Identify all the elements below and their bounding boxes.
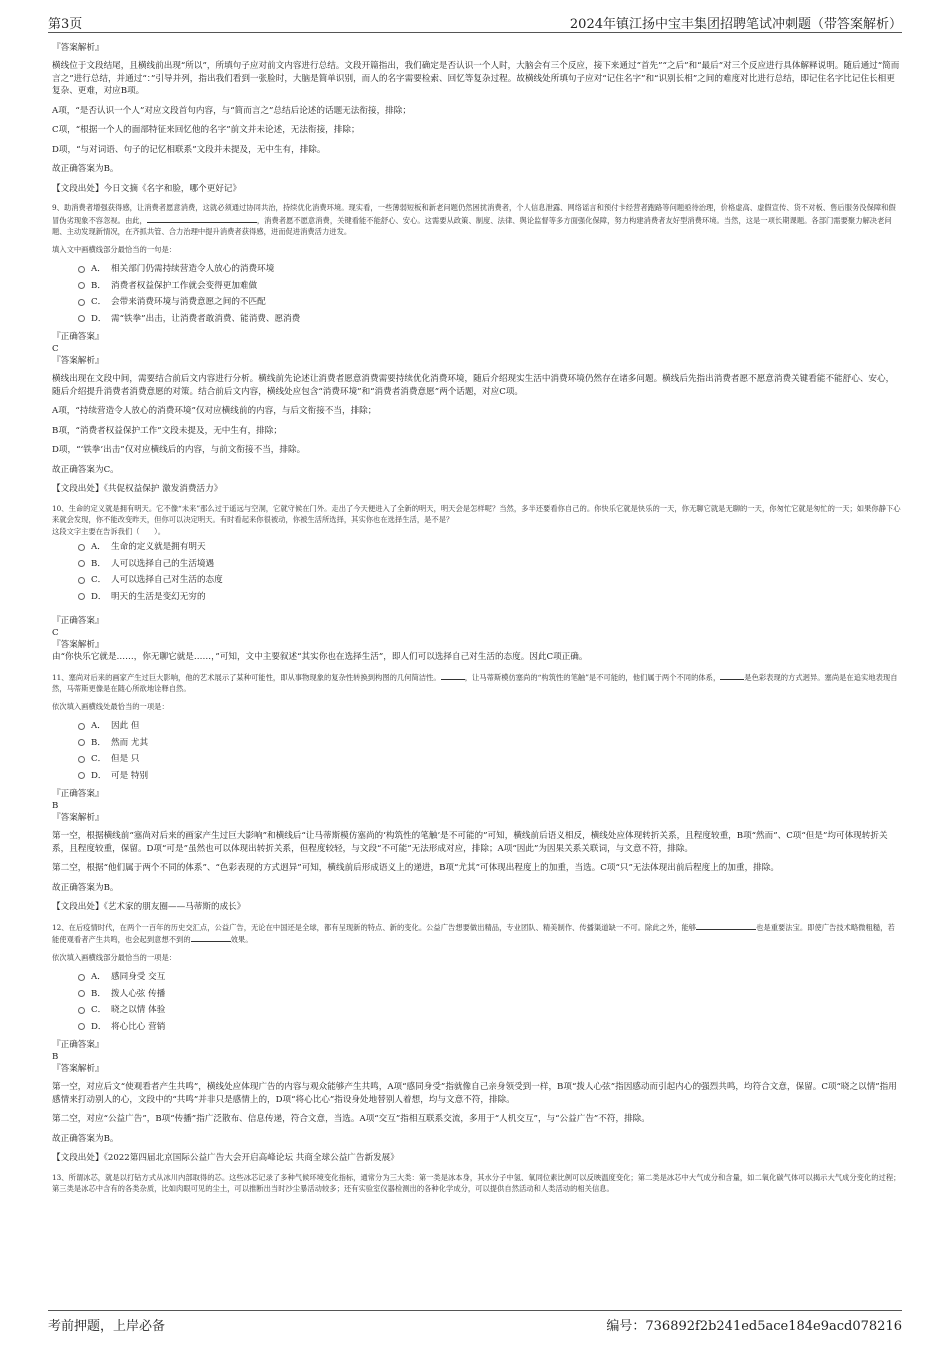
analysis-option-d: D项，“‘铁拳’出击”仅对应横线后的内容，与前文衔接不当，排除。 bbox=[52, 445, 306, 455]
analysis-conclusion: 故正确答案为B。 bbox=[52, 882, 119, 893]
document-title: 2024年镇江扬中宝丰集团招聘笔试冲刺题（带答案解析） bbox=[569, 17, 902, 32]
analysis-text: 第二空，根据“他们属于两个不同的体系”、“色彩表现的方式迥异”可知，横线前后形成语义上的递进，B项“尤其”可体现出程度上的加重，当选。C项“只”无法体现出前后程度上的加重，排除。 bbox=[52, 863, 779, 873]
analysis-conclusion: 故正确答案为B。 bbox=[52, 164, 119, 174]
question-stem: 9、助消费者增强获得感，让消费者愿意消费，这就必须通过协同共治，持续优化消费环境。现实看，一些薄弱短板和新老问题仍然困扰消费者，个人信息泄露、网络谣言和预付卡经营者跑路等问题亟待治理，价格虚高、虚假宣传、货不对板、售后服务没保障和假冒伪劣现象不容忽视。由此， ，消费者愿不愿意消费，关键看能不能舒心、安心。这需要从政策、制度、法律、舆论监督等多方面强化保障，努力构建消费者友好型消费环境。当然，这是一项长期课题。各部门需要聚力解决老问题、主动发现新情况，在齐抓共管、合力治理中提升消费者获得感，进而促进消费活力迸发。 bbox=[52, 203, 896, 236]
radio-icon[interactable] bbox=[78, 723, 85, 730]
analysis-label: 『答案解析』 bbox=[52, 1064, 104, 1074]
radio-icon[interactable] bbox=[78, 560, 85, 567]
radio-icon[interactable] bbox=[78, 739, 85, 746]
analysis-text: 第二空，对应“公益广告”，B项“传播”指广泛散布、信息传递，符合文意，当选。A项“交互”指相互联系交流，多用于“人机交互”，与“公益广告”不符，排除。 bbox=[52, 1114, 650, 1124]
analysis-conclusion: 故正确答案为B。 bbox=[52, 1133, 119, 1144]
source-line: 【文段出处】今日文摘《名字和脸，哪个更好记》 bbox=[52, 183, 242, 194]
analysis-option-c: C项，“根据一个人的面部特征来回忆他的名字”前文并未论述，无法衔接，排除； bbox=[52, 125, 360, 135]
question-prompt: 填入文中画横线部分最恰当的一句是： bbox=[52, 244, 177, 254]
radio-icon[interactable] bbox=[78, 299, 85, 306]
analysis-option-a: A项，“持续营造令人放心的消费环境”仅对应横线前的内容，与后文衔接不当，排除； bbox=[52, 406, 377, 416]
analysis-label: 『答案解析』 bbox=[52, 43, 104, 53]
question-stem: 13、所谓冰芯，就是以打钻方式从冰川内部取得的芯。这些冰芯记录了多种气候环境变化指标，通常分为三大类：第一类是冰本身，其水分子中氢、氧同位素比例可以反映温度变化；第二类是冰芯中大气成分和含量，如二氧化碳气体可以揭示大气成分变化的过程；第三类是冰芯中含有的各类杂质，比如肉眼可见的尘土，可以推断出当时沙尘暴活动较多；还有实验室仪器检测出的各种化学成分，可以提供自然活动和人类活动的相关信息。 bbox=[52, 1172, 901, 1193]
analysis-text: 横线出现在文段中间，需要结合前后文内容进行分析。横线前先论述让消费者愿意消费需要持续优化消费环境，随后介绍现实生活中消费环境仍然存在诸多问题。横线后先指出消费者愿不愿意消费关键看能不能舒心、安心，随后介绍提升消费者消费意愿的对策。结合前后文内容，横线处应包含“消费环境”和“消费者消费意愿”两个话题，对应C项。 bbox=[52, 374, 895, 397]
radio-icon[interactable] bbox=[78, 544, 85, 551]
question-prompt: 依次填入画横线处最恰当的一项是： bbox=[52, 701, 169, 711]
answer-label: 『正确答案』 bbox=[52, 1040, 104, 1050]
analysis-label: 『答案解析』 bbox=[52, 356, 104, 366]
option-a[interactable]: A． 因此 但 bbox=[78, 718, 902, 735]
analysis-option-a: A项，“是否认识一个人”对应文段首句内容，与“简而言之”总结后论述的话题无法衔接，排除； bbox=[52, 105, 411, 116]
analysis-conclusion: 故正确答案为C。 bbox=[52, 464, 119, 475]
option-d[interactable]: D． 明天的生活是变幻无穷的 bbox=[78, 589, 902, 606]
document-body bbox=[52, 42, 902, 1201]
option-a[interactable]: A． 生命的定义就是拥有明天 bbox=[78, 539, 902, 556]
radio-icon[interactable] bbox=[78, 990, 85, 997]
option-b[interactable]: B． 拨人心弦 传播 bbox=[78, 986, 902, 1003]
analysis-text: 由“你快乐它就是……，你无聊它就是……，”可知，文中主要叙述“其实你也在选择生活”，即人们可以选择自己对生活的态度。因此C项正确。 bbox=[52, 652, 588, 662]
analysis-option-b: B项，“消费者权益保护工作”文段未提及，无中生有，排除； bbox=[52, 425, 282, 436]
footer-slogan: 考前押题，上岸必备 bbox=[48, 1319, 166, 1334]
analysis-label: 『答案解析』 bbox=[52, 640, 104, 650]
analysis-option-d: D项，“与对词语、句子的记忆相联系”文段并未提及，无中生有，排除。 bbox=[52, 144, 326, 155]
radio-icon[interactable] bbox=[78, 756, 85, 763]
radio-icon[interactable] bbox=[78, 315, 85, 322]
question-prompt: 依次填入画横线部分最恰当的一项是： bbox=[52, 952, 177, 962]
question-stem: 12、在后疫情时代，在两个一百年的历史交汇点，公益广告，无论在中国还是全球，都有呈现新的特点、新的变化。公益广告想要做出精品，专业团队、精美制作、传播渠道缺一不可。除此之外，能够 也是重要法宝。即使广告技术略微粗糙，若能使观看者产生共鸣，也会起到意想不到的 效果。 bbox=[52, 922, 895, 944]
answer-label: 『正确答案』 bbox=[52, 789, 104, 799]
option-d[interactable]: D． 需“铁拳”出击，让消费者敢消费、能消费、愿消费 bbox=[78, 311, 902, 328]
radio-icon[interactable] bbox=[78, 1023, 85, 1030]
option-c[interactable]: C． 会带来消费环境与消费意愿之间的不匹配 bbox=[78, 294, 902, 311]
document-code: 编号：736892f2b241ed5ace184e9acd078216 bbox=[606, 1319, 902, 1334]
option-list bbox=[78, 261, 902, 327]
option-c[interactable]: C． 人可以选择自己对生活的态度 bbox=[78, 572, 902, 589]
option-a[interactable]: A． 相关部门仍需持续营造令人放心的消费环境 bbox=[78, 261, 902, 278]
option-b[interactable]: B． 消费者权益保护工作就会变得更加难做 bbox=[78, 278, 902, 295]
page-header bbox=[48, 10, 902, 33]
option-c[interactable]: C． 晓之以情 体验 bbox=[78, 1002, 902, 1019]
analysis-text: 第一空，根据横线前“塞尚对后来的画家产生过巨大影响”和横线后“让马蒂斯模仿塞尚的‘构筑性的笔触’是不可能的”可知，横线前后语义相反，横线处应体现转折关系，且程度较重，B项“然而”、C项“但是”均可体现转折关系，且程度较重，保留。D项“可是”虽然也可以体现出转折关系，但程度较轻，与文段“不可能”无法形成对应，排除；A项“因此”为因果关系关联词，与文意不符，排除。 bbox=[52, 831, 888, 854]
option-d[interactable]: D． 可是 特别 bbox=[78, 768, 902, 785]
radio-icon[interactable] bbox=[78, 266, 85, 273]
answer-label: 『正确答案』 bbox=[52, 616, 104, 626]
answer-value: B bbox=[52, 801, 59, 811]
question-stem: 11、塞尚对后来的画家产生过巨大影响，他的艺术展示了某种可能性，即从事物现象的复杂性转换到构图的几何简洁性。 ，让马蒂斯模仿塞尚的“构筑性的笔触”是不可能的，他们属于两个不同的体系， 是色彩表现的方式迥异。塞尚是在追实地表现自然，马蒂斯更像是在随心所欲地诠释自然。 bbox=[52, 672, 898, 693]
source-line: 【文段出处】《2022第四届北京国际公益广告大会开启高峰论坛 共商全球公益广告新发展》 bbox=[52, 1153, 399, 1163]
answer-value: C bbox=[52, 628, 59, 638]
option-b[interactable]: B． 然而 尤其 bbox=[78, 735, 902, 752]
radio-icon[interactable] bbox=[78, 577, 85, 584]
answer-label: 『正确答案』 bbox=[52, 332, 104, 342]
option-d[interactable]: D． 将心比心 营销 bbox=[78, 1019, 902, 1036]
option-b[interactable]: B． 人可以选择自己的生活境遇 bbox=[78, 556, 902, 573]
source-line: 【文段出处】《共促权益保护 激发消费活力》 bbox=[52, 484, 223, 494]
radio-icon[interactable] bbox=[78, 593, 85, 600]
page-footer bbox=[48, 1310, 902, 1333]
option-c[interactable]: C． 但是 只 bbox=[78, 751, 902, 768]
radio-icon[interactable] bbox=[78, 974, 85, 981]
option-a[interactable]: A． 感同身受 交互 bbox=[78, 969, 902, 986]
answer-value: B bbox=[52, 1052, 59, 1062]
analysis-text: 第一空，对应后文“使观看者产生共鸣”，横线处应体现广告的内容与观众能够产生共鸣，A项“感同身受”指就像自己亲身领受到一样，B项“拨人心弦”指因感动而引起内心的强烈共鸣，均符合文意，保留。C项“晓之以情”指用感情来打动别人的心，文段中的“共鸣”并非只是感情上的，D项“将心比心”指设身处地替别人着想，均与文意不符，排除。 bbox=[52, 1082, 897, 1105]
option-list bbox=[78, 718, 902, 784]
radio-icon[interactable] bbox=[78, 1007, 85, 1014]
option-list bbox=[78, 539, 902, 605]
radio-icon[interactable] bbox=[78, 282, 85, 289]
answer-value: C bbox=[52, 344, 59, 354]
analysis-label: 『答案解析』 bbox=[52, 813, 104, 823]
radio-icon[interactable] bbox=[78, 772, 85, 779]
analysis-text: 横线位于文段结尾，且横线前出现“所以”，所填句子应对前文内容进行总结。文段开篇指出，我们确定是否认识一个人时，大脑会有三个反应，接下来通过“首先”“之后”和“最后”对三个反应进行具体解释说明。随后通过“简而言之”进行总结，并通过“：”引导并列，指出我们看到一张脸时，大脑是简单识别，而人的名字需要检索、回忆等复杂过程。故横线处所填句子应对“记住名字”和“识别长相”之间的难度对比进行总结，即记住名字比记住长相更复杂、更难，对应B项。 bbox=[52, 61, 900, 96]
option-list bbox=[78, 969, 902, 1035]
page-number: 第3页 bbox=[48, 17, 83, 32]
question-stem: 10、生命的定义就是拥有明天。它不像“未来”那么过于遥远与空洞，它就守候在门外。走出了今天便进入了全新的明天，明天会是怎样呢？当然，多半还要看你自己的。你快乐它就是快乐的一天，你无聊它就是无聊的一天，你匆忙它就是匆忙的一天；如果你静下心来就会发现，你不能改变昨天，但你可以决定明天。有时看起来你很被动，你被生活所选择，其实你也在选择生活，是不是？ 这段文字主要在告诉我们（ ）。 bbox=[52, 503, 901, 536]
source-line: 【文段出处】《艺术家的朋友圈——马蒂斯的成长》 bbox=[52, 902, 246, 912]
